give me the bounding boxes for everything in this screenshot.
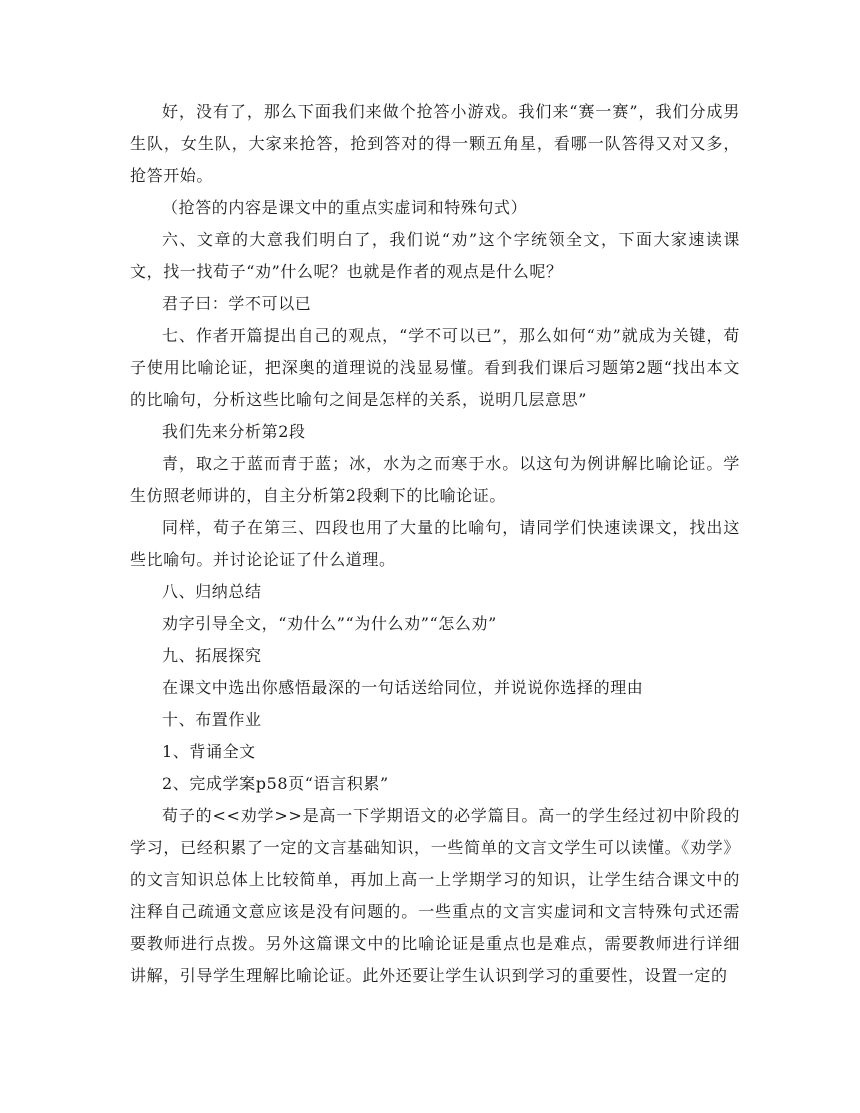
heading-step-eight: 八、归纳总结 [162,582,262,601]
paragraph-step-seven: 七、作者开篇提出自己的观点，“学不可以已”，那么如何“劝”就成为关键，荀子使用比喻论证，把深奥的道理说的浅显易懂。看到我们课后习题第2题“找出本文的比喻句，分析这些比喻句之间是怎样的关系，说明几层意思” [130,326,740,409]
paragraph-game-intro: 好，没有了，那么下面我们来做个抢答小游戏。我们来“赛一赛”，我们分成男生队，女生队，大家来抢答，抢到答对的得一颗五角星，看哪一队答得又对又多，抢答开始。 [130,102,740,185]
heading-step-ten: 十、布置作业 [162,710,262,729]
paragraph-game-note: （抢答的内容是课文中的重点实虚词和特殊句式） [162,198,528,217]
paragraph-summary: 劝字引导全文，“劝什么”“为什么劝”“怎么劝” [162,614,497,633]
paragraph-example: 青，取之于蓝而青于蓝；冰，水为之而寒于水。以这句为例讲解比喻论证。学生仿照老师讲的，自主分析第2段剩下的比喻论证。 [130,454,740,505]
homework-item-1: 1、背诵全文 [162,742,256,761]
paragraph-sections-three-four: 同样，荀子在第三、四段也用了大量的比喻句，请同学们快速读课文，找出这些比喻句。并讨论论证了什么道理。 [130,518,740,569]
heading-step-nine: 九、拓展探究 [162,646,262,665]
paragraph-section-two: 我们先来分析第2段 [162,422,306,441]
paragraph-step-six: 六、文章的大意我们明白了，我们说“劝”这个字统领全文，下面大家速读课文，找一找荀子“劝”什么呢？也就是作者的观点是什么呢？ [130,230,740,281]
paragraph-quote: 君子曰：学不可以已 [162,294,312,313]
document-page [130,96,740,992]
paragraph-extension: 在课文中选出你感悟最深的一句话送给同位，并说说你选择的理由 [162,678,644,697]
homework-item-2: 2、完成学案p58页“语言积累” [162,774,389,793]
paragraph-analysis: 荀子的<<劝学>>是高一下学期语文的必学篇目。高一的学生经过初中阶段的学习，已经积累了一定的文言基础知识，一些简单的文言文学生可以读懂。《劝学》的文言知识总体上比较简单，再加上高一上学期学习的知识，让学生结合课文中的注释自己疏通文意应该是没有问题的。一些重点的文言实虚词和文言特殊句式还需要教师进行点拨。另外这篇课文中的比喻论证是重点也是难点，需要教师进行详细讲解，引导学生理解比喻论证。此外还要让学生认识到学习的重要性，设置一定的 [130,806,740,985]
